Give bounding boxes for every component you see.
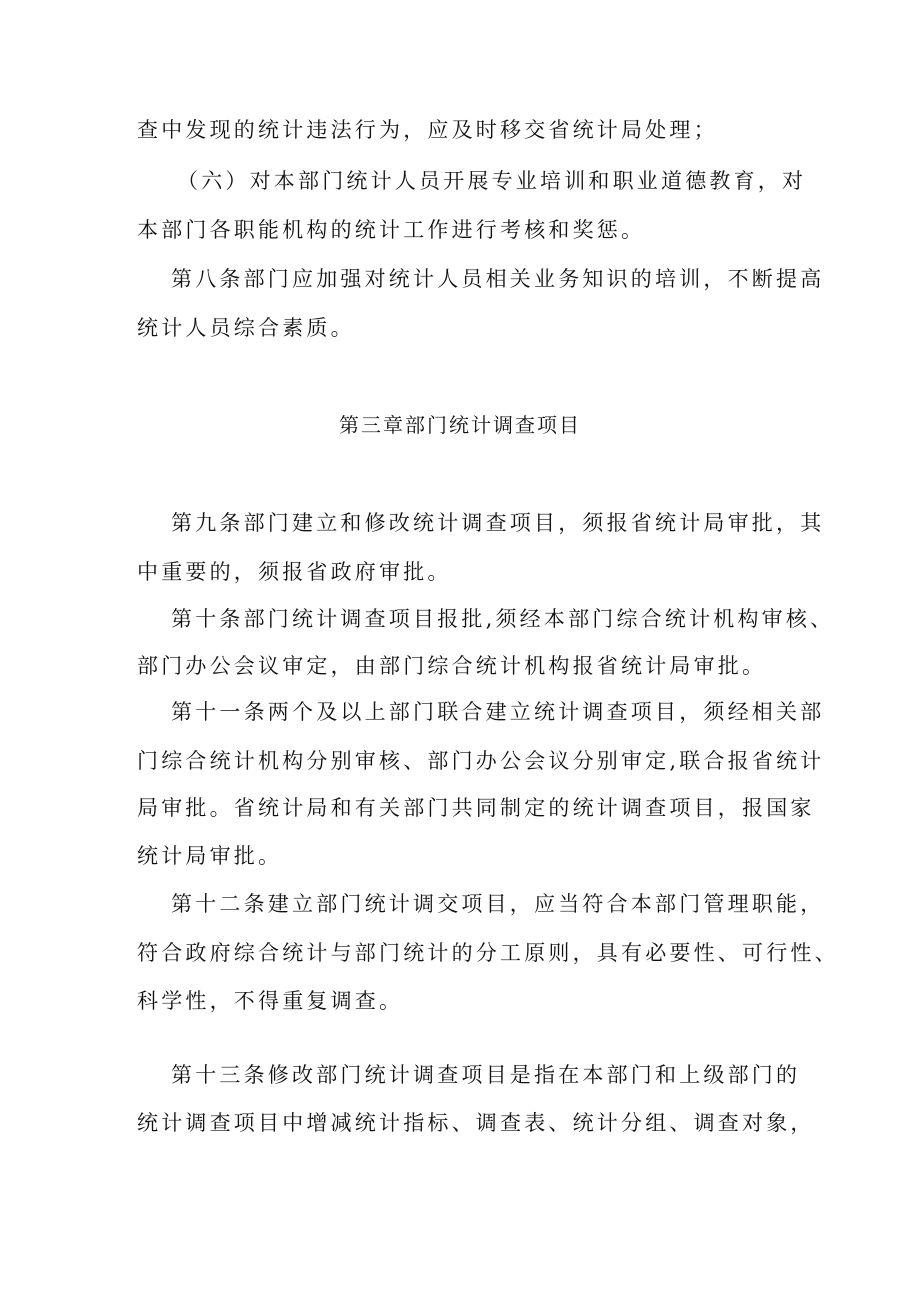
body-line: 中重要的，须报省政府审批。 [137,560,452,584]
chapter-heading: 第三章部门统计调查项目 [339,413,581,437]
body-line: 部门办公会议审定，由部门综合统计机构报省统计局审批。 [137,654,767,678]
body-line: 统计调查项目中增减统计指标、调查表、统计分组、调查对象， [137,1111,815,1135]
body-line: 第十二条建立部门统计调交项目，应当符合本部门管理职能， [171,892,825,916]
body-line: 门综合统计机构分别审核、部门办公会议分别审定,联合报省统计 [137,749,825,773]
body-line: 第十条部门统计调查项目报批,须经本部门综合统计机构审核、 [171,607,835,631]
body-line: 第八条部门应加强对统计人员相关业务知识的培训，不断提高 [171,267,825,291]
body-line: （六）对本部门统计人员开展专业培训和职业道德教育，对 [177,169,807,193]
body-line: 第十一条两个及以上部门联合建立统计调查项目，须经相关部 [171,700,825,724]
body-line: 查中发现的统计违法行为，应及时移交省统计局处理； [137,118,718,142]
body-line: 符合政府综合统计与部门统计的分工原则，具有必要性、可行性、 [137,941,839,965]
body-line: 科学性，不得重复调查。 [137,989,404,1013]
body-line: 第十三条修改部门统计调查项目是指在本部门和上级部门的 [171,1063,801,1087]
body-line: 局审批。省统计局和有关部门共同制定的统计调查项目，报国家 [137,796,815,820]
body-line: 统计人员综合素质。 [137,316,355,340]
body-line: 统计局审批。 [137,844,283,868]
body-line: 本部门各职能机构的统计工作进行考核和奖惩。 [137,218,646,242]
body-line: 第九条部门建立和修改统计调查项目，须报省统计局审批，其 [171,511,825,535]
